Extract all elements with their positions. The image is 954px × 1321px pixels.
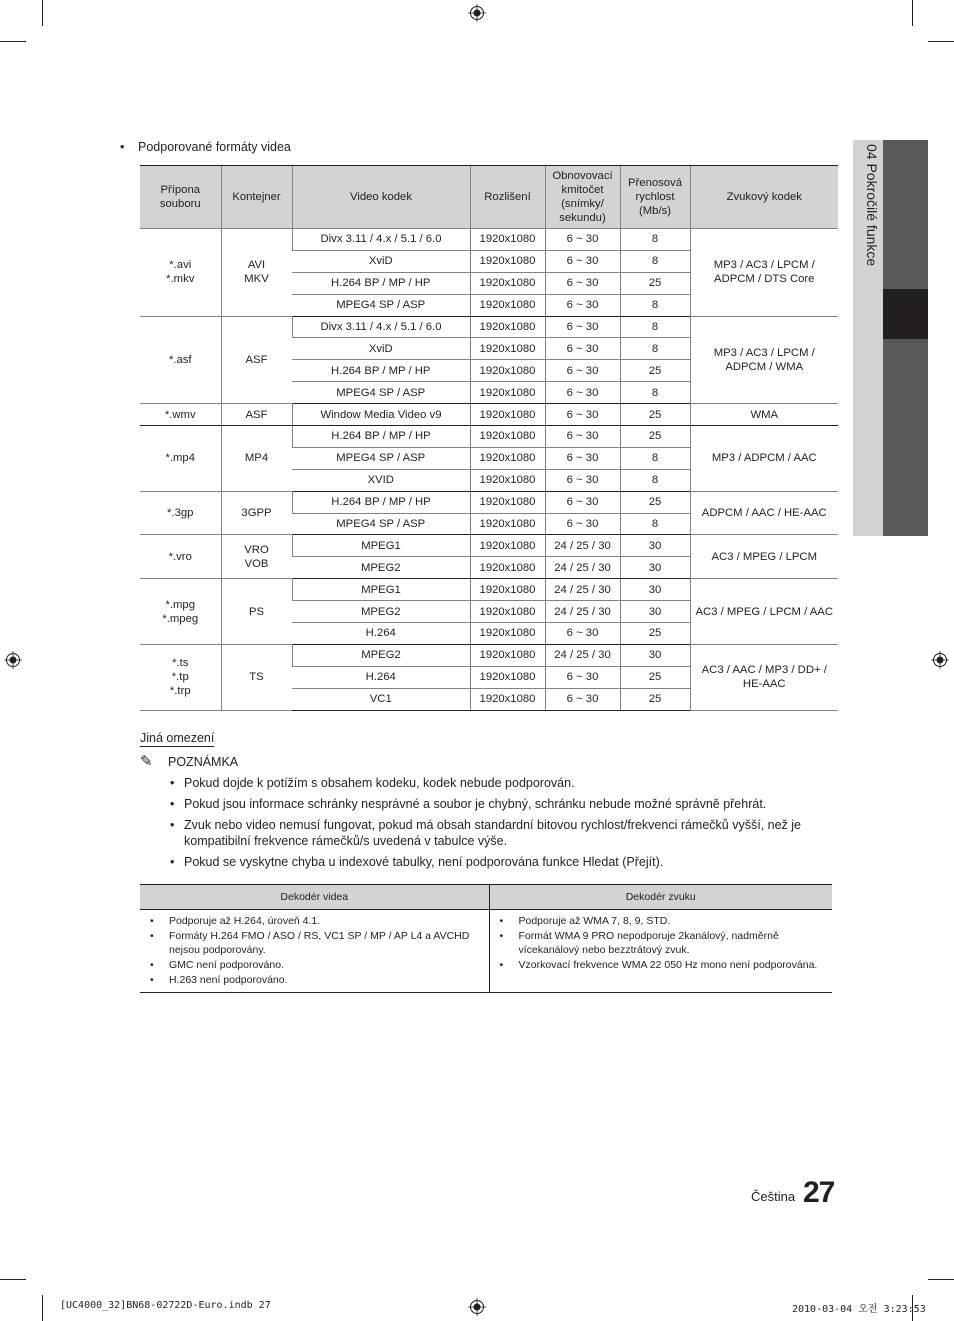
cell-text: VRO xyxy=(244,543,269,556)
codec-cell: H.264 xyxy=(292,666,470,688)
cell-text: *.mpeg xyxy=(162,612,199,625)
bitrate-cell: 25 xyxy=(620,360,690,382)
codec-cell: MPEG2 xyxy=(292,601,470,623)
section-heading-text: Podporované formáty videa xyxy=(138,140,291,154)
framerate-cell: 6 ~ 30 xyxy=(545,447,620,469)
audio-codec-cell xyxy=(690,644,838,710)
column-header: Obnovovací kmitočet (snímky/ sekundu) xyxy=(545,166,620,229)
registration-mark-icon xyxy=(468,1298,486,1316)
list-item: • Formát WMA 9 PRO nepodporuje 2kanálový, nadměrně vícekanálový nebo bezztrátový zvuk. xyxy=(498,929,827,958)
resolution-cell: 1920x1080 xyxy=(470,382,545,404)
framerate-cell: 6 ~ 30 xyxy=(545,250,620,272)
video-decoder-cell xyxy=(140,910,489,993)
table-row xyxy=(140,910,832,993)
bitrate-cell: 25 xyxy=(620,404,690,426)
bitrate-cell: 8 xyxy=(620,294,690,316)
resolution-cell: 1920x1080 xyxy=(470,447,545,469)
framerate-cell: 6 ~ 30 xyxy=(545,469,620,491)
list-item: • Podporuje až WMA 7, 8, 9, STD. xyxy=(498,914,827,929)
container-cell xyxy=(221,535,292,579)
bitrate-cell: 25 xyxy=(620,426,690,448)
framerate-cell: 24 / 25 / 30 xyxy=(545,601,620,623)
framerate-cell: 6 ~ 30 xyxy=(545,294,620,316)
section-heading: • Podporované formáty videa xyxy=(120,140,291,154)
table-row xyxy=(140,579,838,601)
resolution-cell: 1920x1080 xyxy=(470,666,545,688)
cell-text: VOB xyxy=(244,557,269,570)
cell-text: AVI xyxy=(247,259,266,272)
cell-text: *.3gp xyxy=(167,507,194,520)
cell-text: AC3 / MPEG / LPCM xyxy=(711,550,817,563)
codec-cell: MPEG4 SP / ASP xyxy=(292,294,470,316)
crop-mark xyxy=(928,41,954,42)
table-row xyxy=(140,404,838,426)
note-header xyxy=(140,752,238,770)
cell-text: AC3 / AAC / MP3 / DD+ / xyxy=(701,664,827,677)
bitrate-cell: 25 xyxy=(620,272,690,294)
framerate-cell: 24 / 25 / 30 xyxy=(545,579,620,601)
codec-cell: XviD xyxy=(292,338,470,360)
chapter-tab-label: 04 Pokročilé funkce xyxy=(864,144,880,267)
bitrate-cell: 30 xyxy=(620,601,690,623)
crop-mark xyxy=(0,41,26,42)
extension-cell xyxy=(140,404,221,426)
cell-text: MP4 xyxy=(244,452,269,465)
cell-text: MP3 / AC3 / LPCM / xyxy=(713,259,815,272)
cell-text: ADPCM / WMA xyxy=(725,360,804,373)
framerate-cell: 24 / 25 / 30 xyxy=(545,557,620,579)
cell-text: ASF xyxy=(245,408,268,421)
audio-decoder-cell xyxy=(489,910,832,993)
bitrate-cell: 8 xyxy=(620,382,690,404)
resolution-cell: 1920x1080 xyxy=(470,426,545,448)
registration-mark-icon xyxy=(468,4,486,22)
codec-cell: XviD xyxy=(292,250,470,272)
table-header-row xyxy=(140,885,832,910)
bitrate-cell: 25 xyxy=(620,491,690,513)
bitrate-cell: 25 xyxy=(620,666,690,688)
container-cell xyxy=(221,316,292,404)
cell-text: MP3 / ADPCM / AAC xyxy=(711,452,817,465)
table-row xyxy=(140,644,838,666)
list-item: • Pokud dojde k potížím s obsahem kodeku, kodek nebude podporován. xyxy=(170,775,838,791)
codec-cell: Window Media Video v9 xyxy=(292,404,470,426)
table-row xyxy=(140,426,838,448)
cell-text: ADPCM / AAC / HE-AAC xyxy=(701,507,827,520)
resolution-cell: 1920x1080 xyxy=(470,360,545,382)
resolution-cell: 1920x1080 xyxy=(470,535,545,557)
note-list xyxy=(170,775,838,875)
audio-codec-cell xyxy=(690,316,838,404)
codec-cell: H.264 BP / MP / HP xyxy=(292,360,470,382)
codec-cell: MPEG2 xyxy=(292,557,470,579)
extension-cell xyxy=(140,229,221,317)
bitrate-cell: 30 xyxy=(620,644,690,666)
framerate-cell: 6 ~ 30 xyxy=(545,623,620,645)
container-cell xyxy=(221,426,292,492)
column-header: Video kodek xyxy=(292,166,470,229)
cell-text: TS xyxy=(249,671,264,684)
container-cell xyxy=(221,491,292,535)
cell-text: *.tp xyxy=(171,671,189,684)
extension-cell xyxy=(140,491,221,535)
cell-text: 3GPP xyxy=(241,507,272,520)
list-item: • H.263 není podporováno. xyxy=(148,973,483,988)
codec-cell: MPEG4 SP / ASP xyxy=(292,382,470,404)
codec-cell: MPEG4 SP / ASP xyxy=(292,513,470,535)
bitrate-cell: 8 xyxy=(620,513,690,535)
bitrate-cell: 25 xyxy=(620,688,690,710)
footer-language: Čeština xyxy=(751,1189,796,1204)
framerate-cell: 6 ~ 30 xyxy=(545,272,620,294)
bitrate-cell: 25 xyxy=(620,623,690,645)
resolution-cell: 1920x1080 xyxy=(470,294,545,316)
cell-text: ASF xyxy=(245,353,268,366)
cell-text: PS xyxy=(248,605,265,618)
bitrate-cell: 8 xyxy=(620,469,690,491)
framerate-cell: 6 ~ 30 xyxy=(545,666,620,688)
extension-cell xyxy=(140,579,221,645)
resolution-cell: 1920x1080 xyxy=(470,338,545,360)
framerate-cell: 6 ~ 30 xyxy=(545,229,620,251)
resolution-cell: 1920x1080 xyxy=(470,272,545,294)
table-row xyxy=(140,316,838,338)
resolution-cell: 1920x1080 xyxy=(470,579,545,601)
codec-cell: MPEG4 SP / ASP xyxy=(292,447,470,469)
extension-cell xyxy=(140,426,221,492)
audio-codec-cell xyxy=(690,229,838,317)
framerate-cell: 6 ~ 30 xyxy=(545,360,620,382)
framerate-cell: 6 ~ 30 xyxy=(545,404,620,426)
codec-cell: Divx 3.11 / 4.x / 5.1 / 6.0 xyxy=(292,229,470,251)
bitrate-cell: 8 xyxy=(620,229,690,251)
print-slug-file: [UC4000_32]BN68-02722D-Euro.indb 27 xyxy=(60,1300,271,1311)
resolution-cell: 1920x1080 xyxy=(470,623,545,645)
framerate-cell: 6 ~ 30 xyxy=(545,316,620,338)
bitrate-cell: 8 xyxy=(620,447,690,469)
column-header: Rozlišení xyxy=(470,166,545,229)
cell-text: HE-AAC xyxy=(742,678,786,691)
list-item: • Zvuk nebo video nemusí fungovat, pokud má obsah standardní bitovou rychlost/frekvenci rámečků vyšší, než je kompatibilní frekvence rámečků/s uvedená v tabulce výše. xyxy=(170,817,838,849)
resolution-cell: 1920x1080 xyxy=(470,491,545,513)
framerate-cell: 24 / 25 / 30 xyxy=(545,535,620,557)
resolution-cell: 1920x1080 xyxy=(470,601,545,623)
cell-text: AC3 / MPEG / LPCM / AAC xyxy=(695,605,833,618)
subsection-title: Jiná omezení xyxy=(140,731,215,745)
video-decoder-header: Dekodér videa xyxy=(140,885,489,910)
codec-cell: VC1 xyxy=(292,688,470,710)
framerate-cell: 6 ~ 30 xyxy=(545,426,620,448)
codec-cell: XVID xyxy=(292,469,470,491)
column-header: Přenosová rychlost (Mb/s) xyxy=(620,166,690,229)
resolution-cell: 1920x1080 xyxy=(470,557,545,579)
resolution-cell: 1920x1080 xyxy=(470,316,545,338)
column-header: Přípona souboru xyxy=(140,166,221,229)
resolution-cell: 1920x1080 xyxy=(470,688,545,710)
codec-cell: H.264 BP / MP / HP xyxy=(292,272,470,294)
container-cell xyxy=(221,579,292,645)
audio-codec-cell xyxy=(690,535,838,579)
framerate-cell: 6 ~ 30 xyxy=(545,513,620,535)
cell-text: *.avi xyxy=(169,259,192,272)
list-item: • Pokud jsou informace schránky nesprávné a soubor je chybný, schránku nebude možné správně přehrát. xyxy=(170,796,838,812)
bitrate-cell: 30 xyxy=(620,535,690,557)
codec-cell: H.264 BP / MP / HP xyxy=(292,491,470,513)
cell-text: *.mkv xyxy=(166,273,195,286)
cell-text: MP3 / AC3 / LPCM / xyxy=(713,346,815,359)
page-number: 27 xyxy=(803,1176,835,1209)
resolution-cell: 1920x1080 xyxy=(470,644,545,666)
audio-codec-cell xyxy=(690,426,838,492)
bitrate-cell: 8 xyxy=(620,316,690,338)
framerate-cell: 24 / 25 / 30 xyxy=(545,644,620,666)
list-item: • Pokud se vyskytne chyba u indexové tabulky, není podporována funkce Hledat (Přejít). xyxy=(170,854,838,870)
resolution-cell: 1920x1080 xyxy=(470,469,545,491)
bitrate-cell: 30 xyxy=(620,557,690,579)
cell-text: WMA xyxy=(750,408,779,421)
container-cell xyxy=(221,644,292,710)
cell-text: *.ts xyxy=(172,657,189,670)
codec-cell: MPEG1 xyxy=(292,535,470,557)
codec-cell: Divx 3.11 / 4.x / 5.1 / 6.0 xyxy=(292,316,470,338)
cell-text: ADPCM / DTS Core xyxy=(714,273,815,286)
registration-mark-icon xyxy=(4,651,22,669)
codec-cell: MPEG2 xyxy=(292,644,470,666)
cell-text: *.wmv xyxy=(164,408,196,421)
list-item: • Podporuje až H.264, úroveň 4.1. xyxy=(148,914,483,929)
column-header: Zvukový kodek xyxy=(690,166,838,229)
chapter-tab-active-marker xyxy=(883,289,928,339)
resolution-cell: 1920x1080 xyxy=(470,250,545,272)
framerate-cell: 6 ~ 30 xyxy=(545,491,620,513)
table-row xyxy=(140,535,838,557)
cell-text: *.trp xyxy=(169,685,191,698)
registration-mark-icon xyxy=(931,651,949,669)
list-item: • Vzorkovací frekvence WMA 22 050 Hz mono není podporována. xyxy=(498,958,827,973)
table-header-row xyxy=(140,166,838,229)
cell-text: *.asf xyxy=(168,353,192,366)
column-header: Kontejner xyxy=(221,166,292,229)
table-row xyxy=(140,229,838,251)
audio-codec-cell xyxy=(690,579,838,645)
cell-text: *.vro xyxy=(168,550,192,563)
extension-cell xyxy=(140,644,221,710)
list-item: • GMC není podporováno. xyxy=(148,958,483,973)
codec-cell: H.264 BP / MP / HP xyxy=(292,426,470,448)
extension-cell xyxy=(140,535,221,579)
video-formats-table xyxy=(140,165,838,711)
crop-mark xyxy=(928,1279,954,1280)
resolution-cell: 1920x1080 xyxy=(470,404,545,426)
framerate-cell: 6 ~ 30 xyxy=(545,688,620,710)
bitrate-cell: 8 xyxy=(620,250,690,272)
cell-text: *.mpg xyxy=(165,598,195,611)
framerate-cell: 6 ~ 30 xyxy=(545,338,620,360)
audio-codec-cell xyxy=(690,404,838,426)
decoder-table xyxy=(140,884,832,993)
bitrate-cell: 30 xyxy=(620,579,690,601)
crop-mark xyxy=(42,1295,43,1321)
table-row xyxy=(140,491,838,513)
crop-mark xyxy=(42,0,43,26)
audio-codec-cell xyxy=(690,491,838,535)
codec-cell: MPEG1 xyxy=(292,579,470,601)
extension-cell xyxy=(140,316,221,404)
audio-decoder-header: Dekodér zvuku xyxy=(489,885,832,910)
framerate-cell: 6 ~ 30 xyxy=(545,382,620,404)
print-slug-date: 2010-03-04 오전 3:23:53 xyxy=(792,1304,926,1315)
crop-mark xyxy=(912,0,913,26)
codec-cell: H.264 xyxy=(292,623,470,645)
cell-text: *.mp4 xyxy=(165,452,195,465)
cell-text: MKV xyxy=(244,273,269,286)
bitrate-cell: 8 xyxy=(620,338,690,360)
resolution-cell: 1920x1080 xyxy=(470,229,545,251)
resolution-cell: 1920x1080 xyxy=(470,513,545,535)
container-cell xyxy=(221,404,292,426)
list-item: • Formáty H.264 FMO / ASO / RS, VC1 SP / MP / AP L4 a AVCHD nejsou podporovány. xyxy=(148,929,483,958)
pencil-note-icon: ✎ xyxy=(140,753,153,770)
crop-mark xyxy=(0,1279,26,1280)
note-label: POZNÁMKA xyxy=(168,755,239,769)
container-cell xyxy=(221,229,292,317)
